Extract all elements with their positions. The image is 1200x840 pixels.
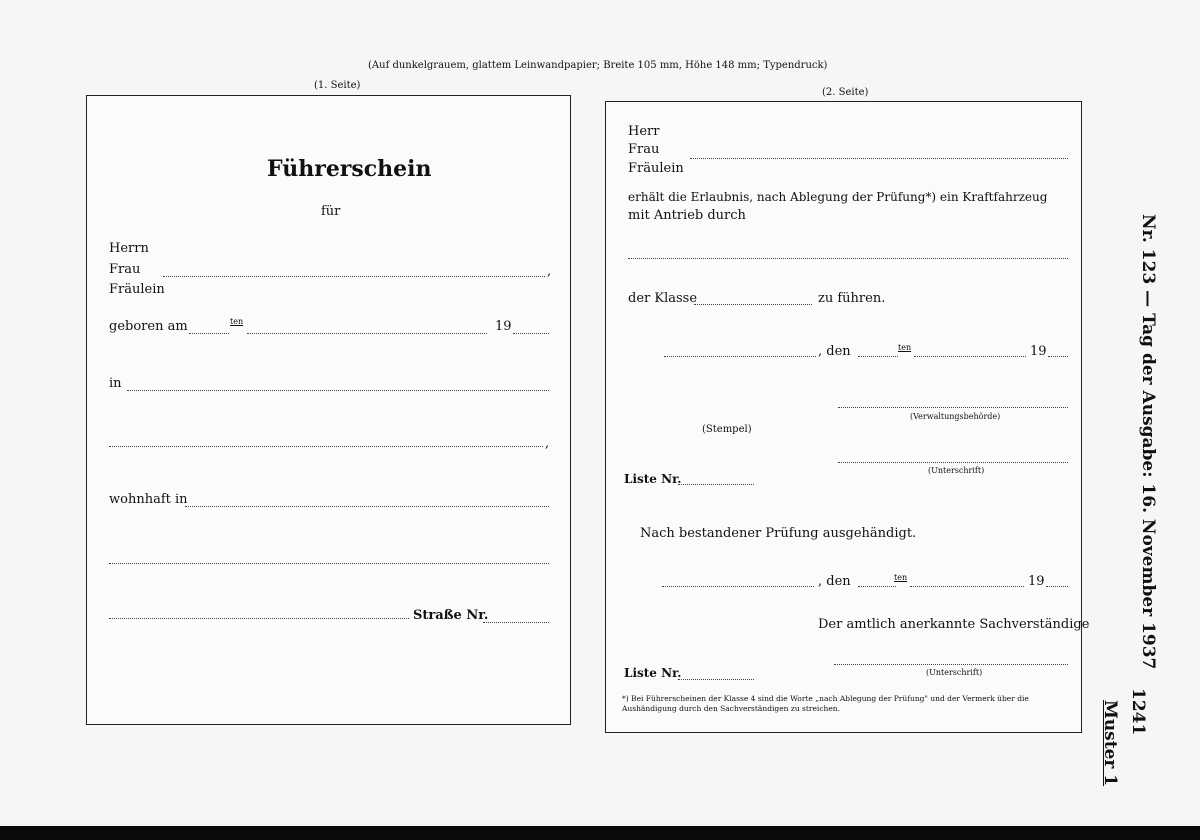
form-label: Muster 1 bbox=[1100, 700, 1120, 787]
list-label: Liste Nr. bbox=[624, 472, 682, 486]
born-year-prefix: 19 bbox=[495, 319, 512, 334]
birthplace-line bbox=[127, 390, 549, 391]
birthplace-comma: , bbox=[545, 436, 550, 451]
drive-label: zu führen. bbox=[818, 291, 886, 306]
list-number-line bbox=[678, 484, 754, 485]
born-day-line bbox=[189, 333, 229, 334]
list-label-2: Liste Nr. bbox=[624, 666, 682, 680]
residence-line-2 bbox=[109, 563, 549, 564]
signature-label: (Unterschrift) bbox=[928, 466, 985, 475]
place-line-2 bbox=[662, 586, 814, 587]
handed-over-text: Nach bestandener Prüfung ausgehändigt. bbox=[640, 526, 917, 541]
date-year-prefix-2: 19 bbox=[1028, 574, 1045, 589]
place-line bbox=[664, 356, 816, 357]
class-label: der Klasse bbox=[628, 291, 698, 306]
permission-line-2: mit Antrieb durch bbox=[628, 208, 746, 223]
expert-label: Der amtlich anerkannte Sachverständige bbox=[818, 617, 1090, 632]
born-year-line bbox=[513, 333, 549, 334]
date-month-line bbox=[914, 356, 1026, 357]
born-label: geboren am bbox=[109, 319, 188, 334]
list-number-line-2 bbox=[678, 679, 754, 680]
page-number: 1241 bbox=[1128, 688, 1148, 736]
residence-label: wohnhaft in bbox=[109, 492, 188, 507]
date-day-line-2 bbox=[858, 586, 896, 587]
header-note: (Auf dunkelgrauem, glattem Leinwandpapier; Breite 105 mm, Höhe 148 mm; Typendruck) bbox=[368, 60, 828, 71]
salutation-fraeulein: Fräulein bbox=[109, 282, 165, 297]
date-den-2: , den bbox=[818, 574, 851, 589]
date-den: , den bbox=[818, 344, 851, 359]
authority-line bbox=[838, 407, 1068, 408]
date-month-line-2 bbox=[910, 586, 1024, 587]
date-year-line bbox=[1048, 356, 1068, 357]
class-line bbox=[694, 304, 812, 305]
date-ordinal: ten bbox=[898, 343, 912, 352]
date-ordinal-2: ten bbox=[894, 573, 908, 582]
street-line bbox=[109, 618, 409, 619]
footnote: *) Bei Führerscheinen der Klasse 4 sind die Worte „nach Ablegung der Prüfung" und der Vermerk über die Aushändigung durch den Sachverständigen zu streichen. bbox=[622, 694, 1029, 713]
drive-type-line bbox=[628, 258, 1068, 259]
salutation-herrn: Herrn bbox=[109, 241, 149, 256]
street-number-line bbox=[483, 622, 549, 623]
expert-signature-label: (Unterschrift) bbox=[926, 668, 983, 677]
page1-for: für bbox=[321, 204, 341, 219]
page2-form bbox=[605, 101, 1090, 733]
residence-line bbox=[185, 506, 549, 507]
birthplace-line-2 bbox=[109, 446, 543, 447]
stamp-label: (Stempel) bbox=[702, 424, 752, 435]
salutation-herr: Herr bbox=[628, 124, 660, 139]
street-label: Straße Nr. bbox=[413, 608, 489, 623]
date-year-prefix: 19 bbox=[1030, 344, 1047, 359]
salutation-frau: Frau bbox=[109, 262, 141, 277]
page1-caption: (1. Seite) bbox=[314, 80, 361, 91]
signature-line bbox=[838, 462, 1068, 463]
holder-name-line bbox=[690, 158, 1068, 159]
name-line bbox=[163, 276, 545, 277]
expert-signature-line bbox=[834, 664, 1068, 665]
issue-text: Nr. 123 — Tag der Ausgabe: 16. November 1937 bbox=[1138, 214, 1158, 670]
authority-label: (Verwaltungsbehörde) bbox=[910, 412, 1001, 421]
salutation-fraeulein-2: Fräulein bbox=[628, 161, 684, 176]
page2-caption: (2. Seite) bbox=[822, 87, 869, 98]
name-comma: , bbox=[547, 264, 552, 279]
date-year-line-2 bbox=[1046, 586, 1068, 587]
scan-edge bbox=[0, 826, 1200, 840]
page1-title: Führerschein bbox=[267, 156, 432, 182]
date-day-line bbox=[858, 356, 898, 357]
born-ordinal: ten bbox=[230, 317, 244, 326]
in-label: in bbox=[109, 376, 122, 391]
page1-form bbox=[86, 95, 571, 725]
permission-line-1: erhält die Erlaubnis, nach Ablegung der Prüfung*) ein Kraftfahrzeug bbox=[628, 190, 1048, 204]
born-month-line bbox=[247, 333, 487, 334]
salutation-frau-2: Frau bbox=[628, 142, 660, 157]
